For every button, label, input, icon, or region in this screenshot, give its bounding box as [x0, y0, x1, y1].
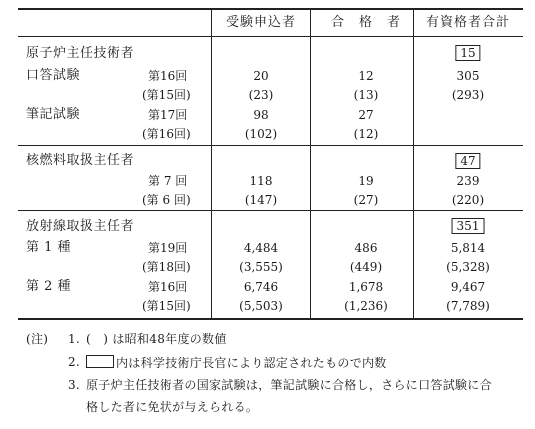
section-title-radiation-handler: 放射線取扱主任者 [26, 219, 135, 234]
row-label: 口答試験 [26, 68, 81, 83]
header-qualified-total: 有資格者合計 [425, 15, 511, 30]
section-title-reactor-engineer: 原子炉主任技術者 [26, 46, 135, 61]
notes-prefix: (注) [26, 332, 49, 346]
header-bottom-rule [18, 36, 523, 37]
note-3-line-1: 原子炉主任技術者の国家試験は，筆記試験に合格し，さらに口答試験に合 [86, 378, 492, 392]
cell-applicants: (3,555) [239, 260, 283, 274]
cell-applicants: 118 [249, 174, 273, 188]
row-period: 第19回 [148, 241, 188, 255]
row-label: 筆記試験 [26, 107, 81, 122]
row-period: 第17回 [148, 108, 188, 122]
section-total-value: 47 [455, 153, 480, 169]
section-total-box [455, 154, 480, 168]
table-top-rule [18, 8, 523, 10]
cell-applicants: 4,484 [243, 241, 279, 255]
cell-passed: 1,678 [348, 280, 384, 294]
row-label: 第 2 種 [26, 279, 72, 294]
section-total-box [455, 46, 480, 60]
row-period: (第18回) [142, 260, 191, 274]
cell-passed: (449) [349, 260, 383, 274]
header-applicants: 受験申込者 [225, 15, 297, 30]
cell-qualified: (5,328) [446, 260, 490, 274]
cell-passed: 19 [358, 174, 374, 188]
cell-qualified: 305 [456, 69, 480, 83]
cell-applicants: (102) [244, 127, 278, 141]
cell-applicants: (147) [244, 193, 278, 207]
cell-passed: (12) [353, 127, 379, 141]
note-2-line [86, 355, 387, 370]
column-divider-2 [310, 9, 311, 319]
cell-passed: (27) [353, 193, 379, 207]
section-total-box [452, 219, 485, 233]
section-divider-1 [18, 145, 523, 146]
row-period: (第16回) [142, 127, 191, 141]
column-divider-1 [211, 9, 212, 319]
section-total-value: 351 [452, 218, 485, 234]
cell-passed: 486 [354, 241, 378, 255]
cell-applicants: 98 [253, 108, 269, 122]
cell-passed: 27 [358, 108, 374, 122]
note-3-number: 3. [68, 378, 81, 392]
cell-passed: 12 [358, 69, 374, 83]
cell-passed: (13) [353, 88, 379, 102]
cell-qualified: (293) [451, 88, 485, 102]
note-box-symbol [86, 355, 114, 368]
row-period: (第15回) [142, 299, 191, 313]
row-period: 第 7 回 [148, 174, 188, 188]
table-bottom-rule [18, 318, 523, 320]
row-period: (第 6 回) [142, 193, 191, 207]
cell-qualified: 9,467 [450, 280, 486, 294]
note-1-number: 1. [68, 332, 81, 346]
note-2-number: 2. [68, 355, 81, 369]
row-label: 第 1 種 [26, 240, 72, 255]
cell-passed: (1,236) [344, 299, 388, 313]
cell-applicants: (23) [248, 88, 274, 102]
cell-applicants: 20 [253, 69, 269, 83]
note-1-text: ( ) は昭和48年度の数値 [86, 332, 227, 346]
cell-qualified: 239 [456, 174, 480, 188]
header-passed: 合 格 者 [330, 15, 402, 30]
section-divider-2 [18, 210, 523, 211]
row-period: 第16回 [148, 69, 188, 83]
note-2-text: 内は科学技術庁長官により認定されたもので内数 [116, 356, 387, 370]
row-period: 第16回 [148, 280, 188, 294]
cell-qualified: (7,789) [446, 299, 490, 313]
cell-applicants: (5,503) [239, 299, 283, 313]
row-period: (第15回) [142, 88, 191, 102]
column-divider-3 [413, 9, 414, 319]
cell-applicants: 6,746 [243, 280, 279, 294]
cell-qualified: 5,814 [450, 241, 486, 255]
note-3-line-2: 格した者に免状が与えられる。 [86, 400, 259, 414]
section-total-value: 15 [455, 45, 480, 61]
cell-qualified: (220) [451, 193, 485, 207]
section-title-nuclear-fuel-handler: 核燃料取扱主任者 [26, 153, 135, 168]
